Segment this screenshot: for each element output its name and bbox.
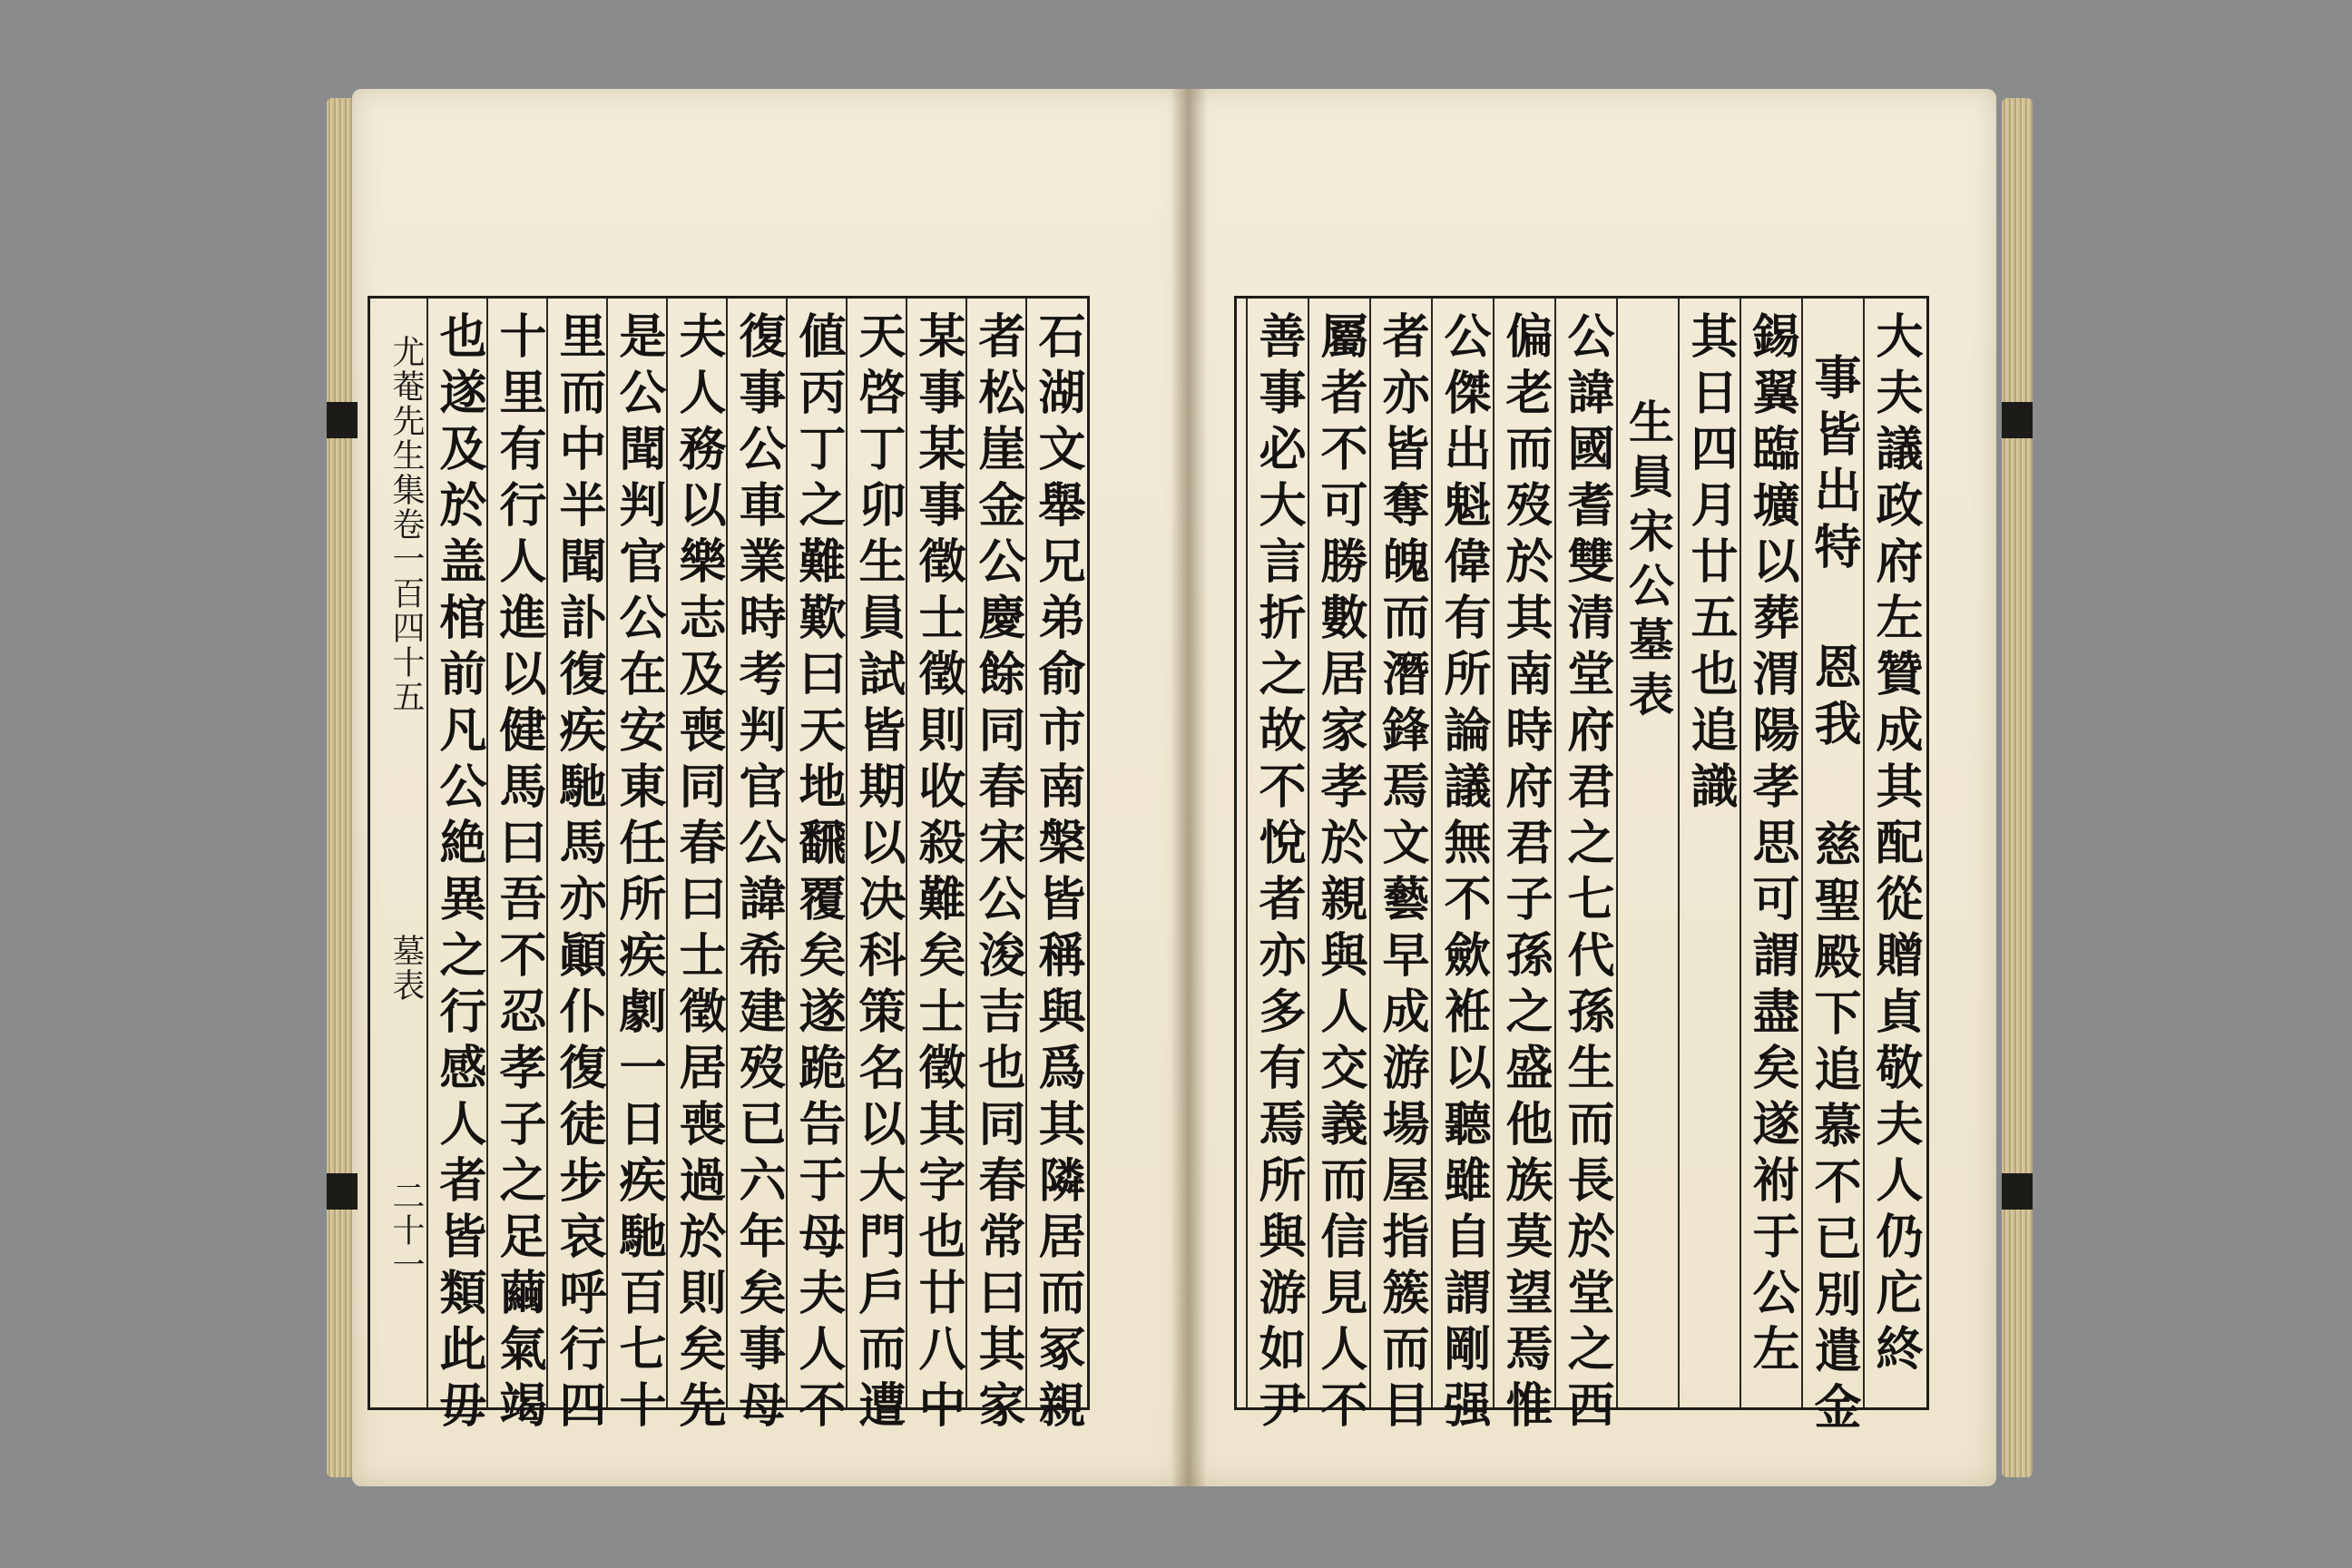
text-column: 錫翼臨壙以葬渭陽孝思可謂盡矣遂祔于公左 <box>1744 311 1799 1380</box>
text-column: 偏老而歿於其南時府君子孫之盛他族莫望焉惟 <box>1497 311 1553 1436</box>
book-title: 尤菴先生集卷一百四十五 <box>387 335 425 714</box>
book-gutter <box>1171 89 1207 1486</box>
text-column: 大夫議政府左贊成其配從贈貞敬夫人仍庀終 <box>1867 311 1923 1380</box>
left-text-frame <box>368 296 1090 1436</box>
binding-mark <box>2002 1173 2033 1210</box>
text-column: 屬者不可勝數居家孝於親與人交義而信見人不 <box>1312 311 1367 1436</box>
page-center-column <box>370 299 426 1407</box>
section-label: 墓表 <box>387 934 425 1003</box>
right-page-edge <box>2002 98 2033 1477</box>
text-column: 者亦皆奪魄而潛鋒焉文藝早成游場屋指簇而目 <box>1374 311 1429 1436</box>
text-column: 十里有行人進以健馬曰吾不忍孝子之足繭氣竭 <box>491 311 546 1436</box>
binding-mark <box>327 1173 358 1210</box>
text-column: 石湖文舉兄弟俞市南槃皆稱與爲其隣居而冢親 <box>1030 311 1085 1436</box>
text-column: 者松崖金公慶餘同春宋公浚吉也同春常曰其家 <box>970 311 1025 1436</box>
text-column: 復事公車業時考判官公諱希建歿已六年矣事母 <box>730 311 786 1436</box>
text-column: 夫人務以樂志及喪同春曰士徵居喪過於則矣先 <box>671 311 726 1436</box>
text-column: 是公聞判官公在安東任所疾劇一日疾馳百七十 <box>611 311 666 1436</box>
text-column: 也遂及於盖棺前凡公絶異之行感人者皆類此毋 <box>431 311 486 1436</box>
epitaph-heading: 生員宋公墓表 <box>1622 398 1675 725</box>
text-column: 値丙丁之難歎曰天地飜覆矣遂跪告于母夫人不 <box>790 311 846 1436</box>
page-number: 二十一 <box>387 1179 425 1282</box>
right-text-frame <box>1234 296 1929 1438</box>
text-column: 某事某事徵士徵則收殺難矣士徵其字也廿八中 <box>910 311 965 1436</box>
open-book <box>327 80 2033 1495</box>
text-column: 事皆出特 恩我 慈聖殿下追慕不已別遣金 <box>1806 353 1861 1438</box>
text-column: 天啓丁卯生員試皆期以决科策名以大門戶而遭 <box>850 311 906 1436</box>
text-column: 其日四月廿五也追識 <box>1682 311 1738 818</box>
text-column: 里而中半聞訃復疾馳馬亦顚仆復徒步哀呼行四 <box>551 311 606 1436</box>
text-column: 公傑出魁偉有所論議無不歛袵以聽雖自謂剛强 <box>1436 311 1491 1436</box>
binding-mark <box>327 402 358 438</box>
text-column: 公諱國耆雙清堂府君之七代孫生而長於堂之西 <box>1559 311 1614 1436</box>
text-column: 善事必大言折之故不悅者亦多有焉所與游如尹 <box>1250 311 1306 1436</box>
binding-mark <box>2002 402 2033 438</box>
